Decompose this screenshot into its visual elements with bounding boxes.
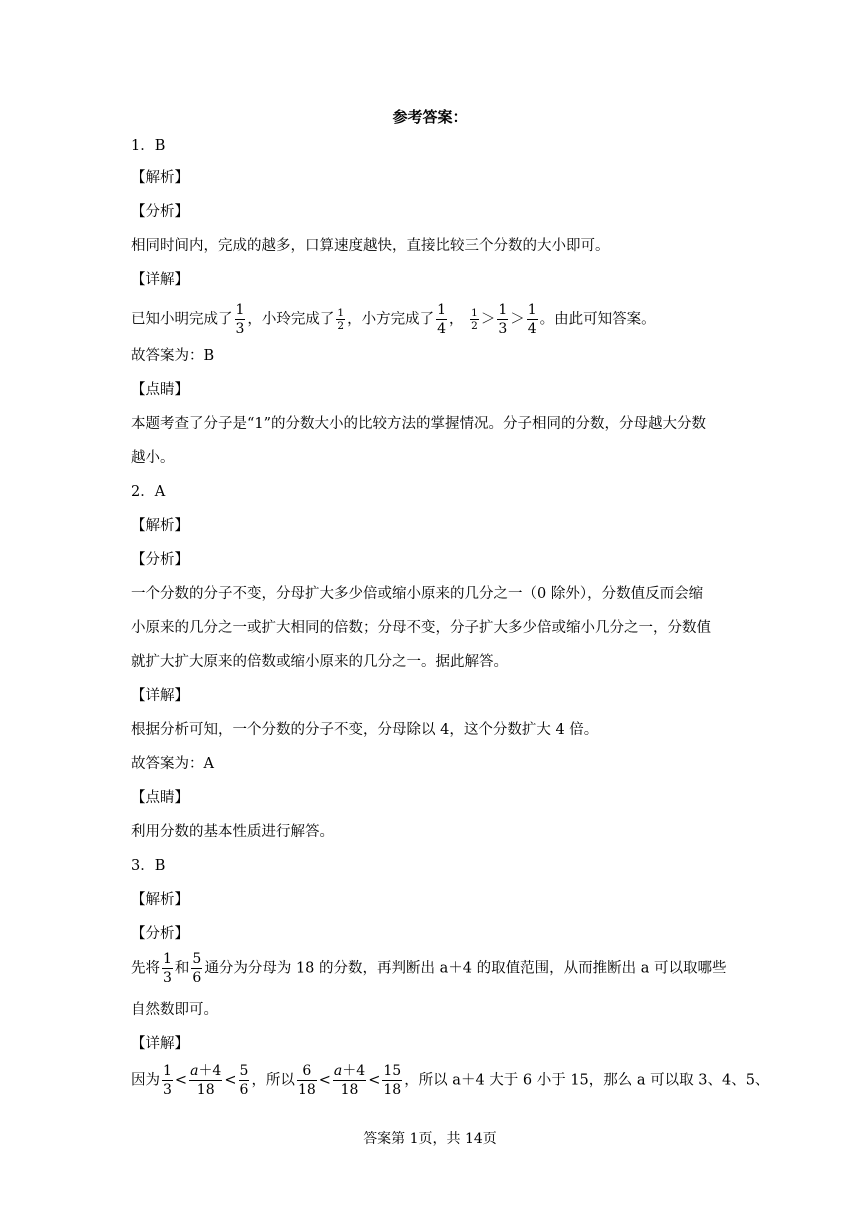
fraction-one-quarter: $\frac{1}{4}$: [527, 302, 537, 337]
analysis-line-fractions: [131, 952, 726, 985]
page-title: 参考答案：: [392, 108, 468, 126]
analysis-text: 一个分数的分子不变，分母扩大多少倍或缩小原来的几分之一（0 除外），分数值反而会缩: [131, 586, 704, 602]
section-label-jiexi: 【解析】: [131, 518, 189, 534]
text-segment: ，所以 a＋4 大于 6 小于 15，那么 a 可以取 3、4、5、: [404, 1072, 770, 1089]
section-label-xiangjie: 【详解】: [131, 688, 189, 704]
less-than-sign: <: [174, 1072, 188, 1089]
text-segment: 。由此可知答案。: [539, 311, 656, 328]
analysis-text: 就扩大扩大原来的倍数或缩小原来的几分之一。据此解答。: [131, 654, 508, 670]
analysis-text: 自然数即可。: [131, 1002, 218, 1018]
analysis-text: 小原来的几分之一或扩大相同的倍数；分母不变，分子扩大多少倍或缩小几分之一，分数值: [131, 620, 711, 636]
section-label-jiexi: 【解析】: [131, 892, 189, 908]
text-segment: 因为: [131, 1072, 160, 1089]
fraction-five-sixths: $\frac{5}{6}$: [239, 1063, 249, 1098]
fraction-fifteen-eighteenths: $\frac{15}{18}$: [383, 1063, 402, 1098]
section-label-fenxi: 【分析】: [131, 926, 189, 942]
answer-line: 故答案为：A: [131, 756, 214, 772]
detail-line-inequalities: [131, 1064, 769, 1097]
text-segment: 和: [174, 960, 190, 977]
section-label-fenxi: 【分析】: [131, 552, 189, 568]
text-segment: 已知小明完成了: [131, 311, 233, 328]
text-segment: ，小方完成了: [347, 311, 435, 328]
fraction-one-third: $\frac{1}{3}$: [163, 951, 172, 986]
section-label-dianjing: 【点睛】: [131, 790, 189, 806]
question-2-answer: 2．A: [131, 484, 166, 500]
text-segment: 通分为分母为 18 的分数，再判断出 a＋4 的取值范围，从而推断出 a 可以取哪些: [204, 960, 727, 977]
answer-line: 故答案为：B: [131, 348, 215, 364]
section-label-xiangjie: 【详解】: [131, 1036, 189, 1052]
fraction-one-half: $\frac{1}{2}$: [337, 306, 345, 332]
fraction-six-eighteenths: $\frac{6}{18}$: [297, 1063, 316, 1098]
text-segment: ，小玲完成了: [247, 311, 335, 328]
page-footer: 答案第 1页，共 14页: [363, 1131, 497, 1147]
section-label-dianjing: 【点睛】: [131, 382, 189, 398]
fraction-one-third: $\frac{1}{3}$: [163, 1063, 172, 1098]
question-1-answer: 1．B: [131, 138, 166, 154]
fraction-a-plus-4-over-18: $\frac{a+4}{18}$: [333, 1063, 366, 1098]
fraction-one-half: $\frac{1}{2}$: [471, 306, 478, 332]
comment-text: 利用分数的基本性质进行解答。: [131, 824, 334, 840]
comment-text: 本题考查了分子是“1”的分数大小的比较方法的掌握情况。分子相同的分数，分母越大分数: [131, 416, 707, 432]
greater-than-sign: ＞: [480, 311, 496, 328]
less-than-sign: <: [368, 1072, 381, 1089]
fraction-five-sixths: $\frac{5}{6}$: [192, 951, 202, 986]
comment-text: 越小。: [131, 450, 175, 466]
text-segment: 先将: [131, 960, 160, 977]
analysis-text: 相同时间内，完成的越多，口算速度越快，直接比较三个分数的大小即可。: [131, 238, 610, 254]
fraction-one-third: $\frac{1}{3}$: [235, 302, 245, 337]
greater-than-sign: ＞: [510, 311, 525, 328]
detail-line-fractions: [131, 303, 656, 336]
fraction-one-third: $\frac{1}{3}$: [498, 302, 508, 337]
section-label-fenxi: 【分析】: [131, 204, 189, 220]
less-than-sign: <: [318, 1072, 331, 1089]
fraction-one-quarter: $\frac{1}{4}$: [437, 302, 447, 337]
detail-text: 根据分析可知，一个分数的分子不变，分母除以 4，这个分数扩大 4 倍。: [131, 722, 599, 738]
section-label-jiexi: 【解析】: [131, 170, 189, 186]
fraction-a-plus-4-over-18: $\frac{a+4}{18}$: [190, 1063, 222, 1098]
less-than-sign: <: [224, 1072, 237, 1089]
text-segment: ，所以: [251, 1072, 295, 1089]
text-segment: ，: [449, 311, 464, 328]
section-label-xiangjie: 【详解】: [131, 272, 189, 288]
question-3-answer: 3．B: [131, 858, 166, 874]
